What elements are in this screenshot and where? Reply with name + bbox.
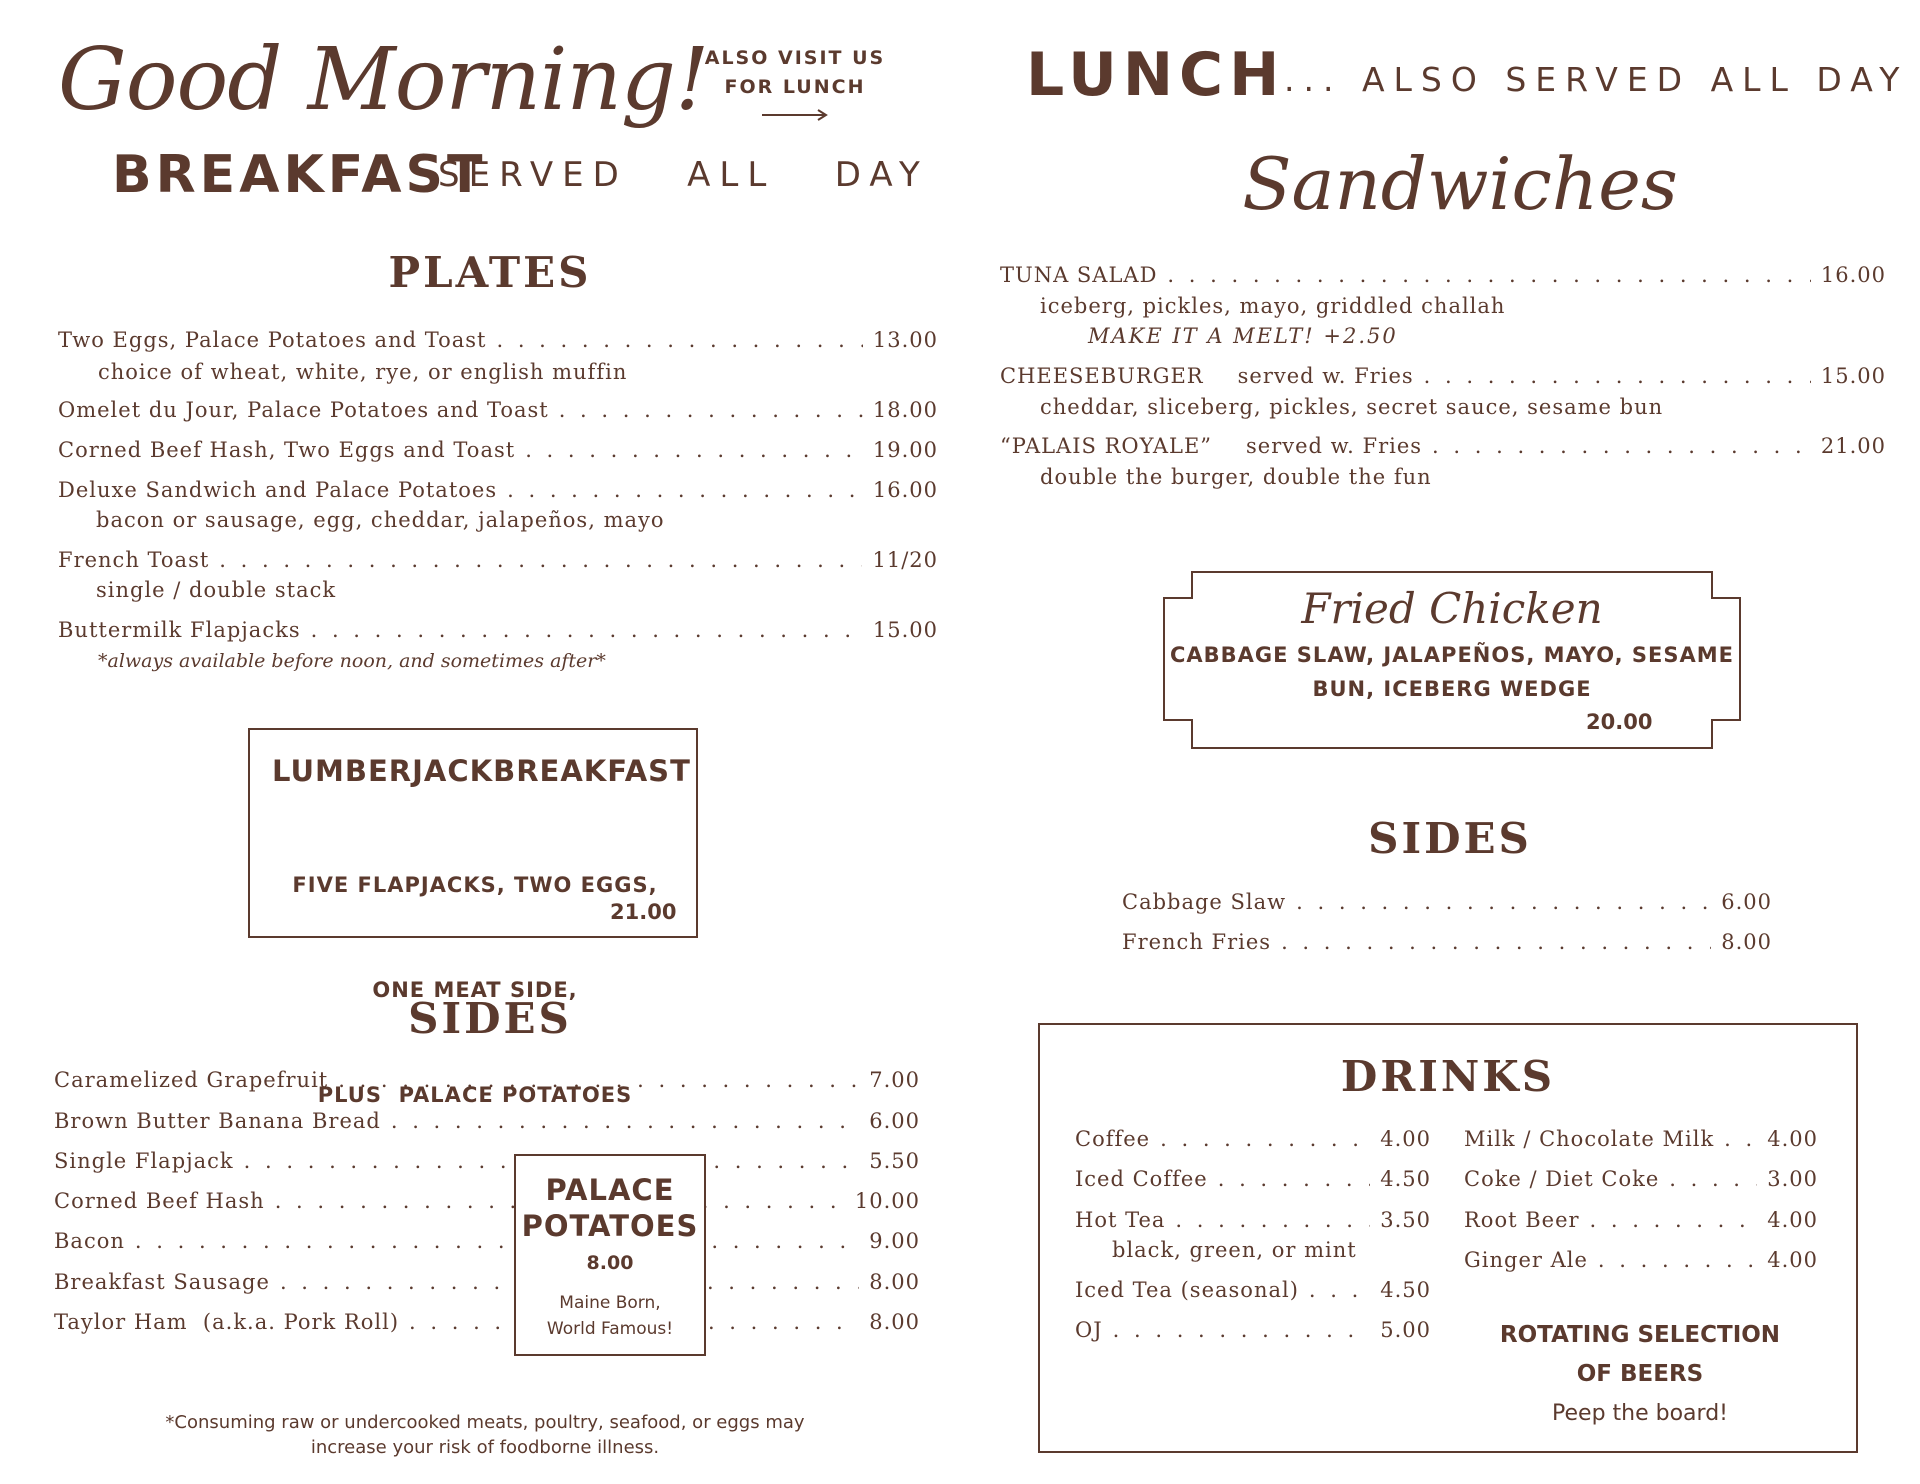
plate-item: Two Eggs, Palace Potatoes and Toast . . . 13.00: [58, 328, 938, 352]
drinks-heading: DRINKS: [1340, 1052, 1556, 1101]
side-item: French Fries . . . 8.00: [1122, 930, 1772, 954]
palace-potatoes-box: [514, 1154, 706, 1356]
plates-heading: PLATES: [388, 248, 592, 297]
drink-item: Iced Coffee . . . 4.50: [1075, 1167, 1431, 1191]
breakfast-subtitle: SERVED ALL DAY: [438, 155, 929, 195]
fried-chicken-description: CABBAGE SLAW, JALAPEÑOS, MAYO, SESAME BUN, ICEBERG WEDGE: [1169, 643, 1735, 701]
lumberjack-price: 21.00: [610, 900, 677, 924]
plate-item: Omelet du Jour, Palace Potatoes and Toast . . . 18.00: [58, 398, 938, 422]
drink-item: Hot Tea . . . 3.50: [1075, 1208, 1431, 1232]
plate-item: Deluxe Sandwich and Palace Potatoes . . . 16.00: [58, 478, 938, 502]
plate-item: French Toast . . . 11/20: [58, 548, 938, 572]
palace-potatoes-tagline: Maine Born, World Famous!: [546, 1293, 674, 1339]
side-item: Cabbage Slaw . . . 6.00: [1122, 890, 1772, 914]
sandwich-item: CHEESEBURGER served w. Fries . . . 15.00: [1000, 364, 1886, 388]
sandwiches-heading: Sandwiches: [1242, 142, 1678, 226]
breakfast-title: BREAKFAST: [112, 145, 487, 205]
fried-chicken-price: 20.00: [1586, 710, 1653, 734]
lumberjack-title: LUMBERJACK BREAKFAST: [272, 754, 691, 788]
plate-item: Buttermilk Flapjacks . . . 15.00: [58, 618, 938, 642]
greeting-title: Good Morning!: [58, 30, 709, 130]
drink-item: Coffee . . . 4.00: [1075, 1127, 1431, 1151]
side-item: Brown Butter Banana Bread . . . 6.00: [54, 1109, 920, 1133]
plate-description: bacon or sausage, egg, cheddar, jalapeños, mayo: [96, 508, 665, 532]
rotating-beers-note: ROTATING SELECTION OF BEERS Peep the board!: [1499, 1322, 1781, 1426]
also-visit-note: [700, 44, 890, 131]
lumberjack-description: FIVE FLAPJACKS, TWO EGGS, ONE MEAT SIDE, PLUS PALACE POTATOES: [292, 873, 658, 1107]
sandwich-description: cheddar, sliceberg, pickles, secret sauce, sesame bun: [1040, 395, 1664, 419]
lunch-title: LUNCH: [1026, 40, 1286, 110]
lunch-subtitle: ... ALSO SERVED ALL DAY: [1284, 60, 1909, 99]
side-item: Caramelized Grapefruit . . . 7.00: [54, 1068, 920, 1092]
lunch-sides-heading: SIDES: [1368, 814, 1532, 863]
sandwich-description: iceberg, pickles, mayo, griddled challah: [1040, 294, 1506, 318]
side-item: Single Flapjack . . . 5.50: [54, 1149, 920, 1173]
sandwich-note: MAKE IT A MELT! +2.50: [1088, 324, 1398, 348]
plate-description: choice of wheat, white, rye, or english muffin: [98, 360, 628, 384]
drink-description: black, green, or mint: [1112, 1238, 1357, 1262]
plate-note: *always available before noon, and sometimes after*: [98, 650, 606, 672]
drink-item: Milk / Chocolate Milk . . . 4.00: [1464, 1127, 1818, 1151]
side-item: Breakfast Sausage . . . 8.00: [54, 1270, 920, 1294]
sandwich-item: “PALAIS ROYALE” served w. Fries . . . 21.00: [1000, 434, 1886, 458]
side-item: Bacon . . . 9.00: [54, 1229, 920, 1253]
side-item: Taylor Ham (a.k.a. Pork Roll) . . . 8.00: [54, 1310, 920, 1334]
sandwich-description: double the burger, double the fun: [1040, 465, 1432, 489]
breakfast-sides-heading: SIDES: [408, 994, 572, 1043]
also-visit-line1: ALSO VISIT US: [704, 47, 886, 69]
fried-chicken-title: Fried Chicken: [1301, 584, 1603, 633]
drink-item: Coke / Diet Coke . . . 3.00: [1464, 1167, 1818, 1191]
drink-item: OJ . . . 5.00: [1075, 1318, 1431, 1342]
side-item: Corned Beef Hash . . . 10.00: [54, 1189, 920, 1213]
sandwich-item: TUNA SALAD . . . 16.00: [1000, 263, 1886, 287]
plate-item: Corned Beef Hash, Two Eggs and Toast . . . 19.00: [58, 438, 938, 462]
drink-item: Root Beer . . . 4.00: [1464, 1208, 1818, 1232]
drink-item: Iced Tea (seasonal) . . . 4.50: [1075, 1278, 1431, 1302]
drink-item: Ginger Ale . . . 4.00: [1464, 1248, 1818, 1272]
palace-potatoes-price: 8.00: [586, 1252, 634, 1274]
food-safety-disclaimer: *Consuming raw or undercooked meats, poultry, seafood, or eggs may increase your risk of foodborne illness.: [165, 1412, 805, 1458]
plate-description: single / double stack: [96, 578, 337, 602]
arrow-right-icon: [760, 108, 830, 122]
also-visit-line2: FOR LUNCH: [724, 76, 866, 98]
palace-potatoes-title: PALACE POTATOES: [521, 1173, 699, 1243]
